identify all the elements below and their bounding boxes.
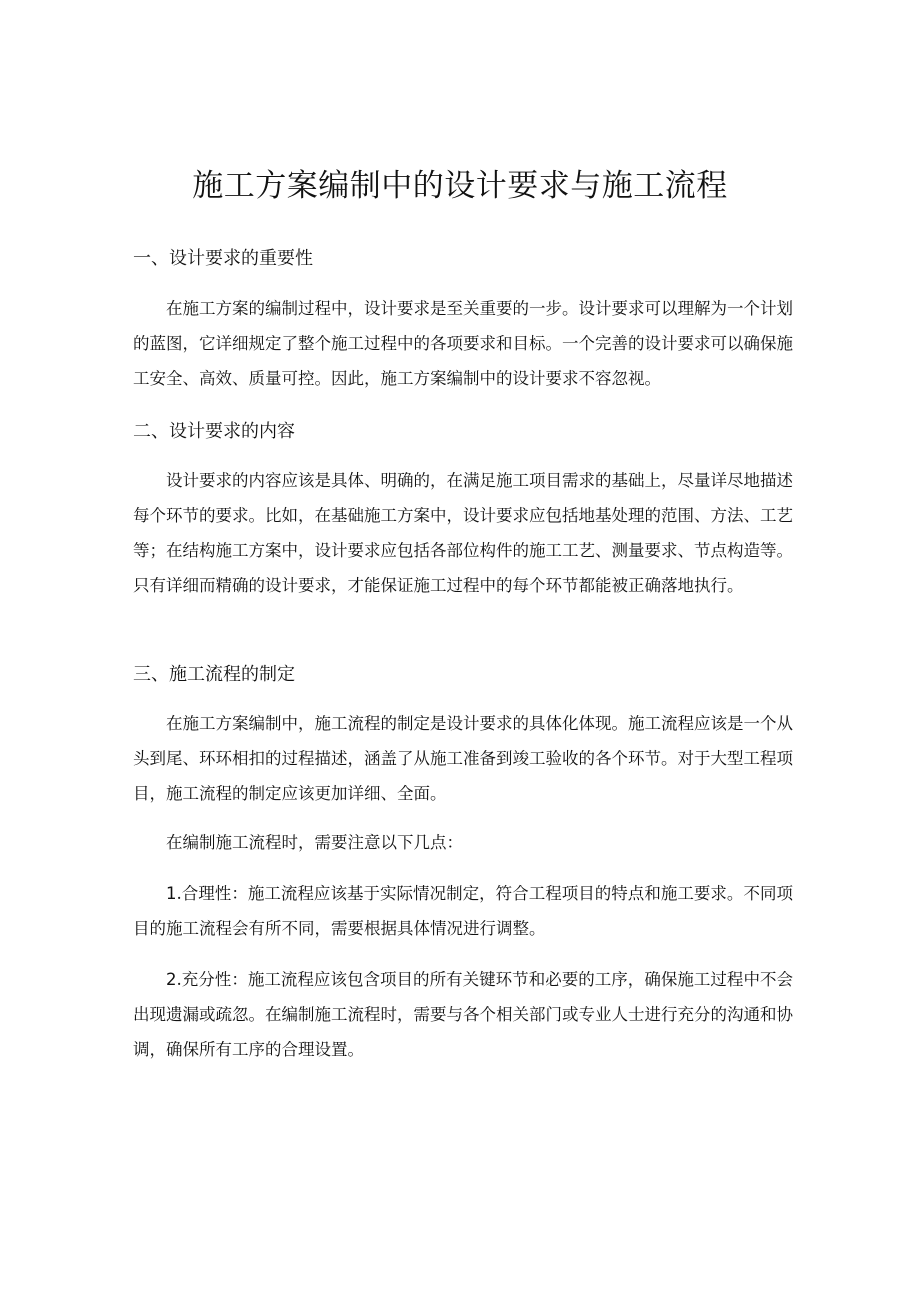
list-item-text: .合理性：施工流程应该基于实际情况制定，符合工程项目的特点和施工要求。不同项目的施工流程会有所不同，需要根据具体情况进行调整。	[133, 884, 793, 938]
section-heading-process: 三、施工流程的制定	[133, 664, 295, 685]
document-title: 施工方案编制中的设计要求与施工流程	[192, 168, 728, 204]
section-heading-importance: 一、设计要求的重要性	[133, 248, 313, 269]
section-paragraph-importance: 在施工方案的编制过程中，设计要求是至关重要的一步。设计要求可以理解为一个计划的蓝图，它详细规定了整个施工过程中的各项要求和目标。一个完善的设计要求可以确保施工安全、高效、质量可控。因此，施工方案编制中的设计要求不容忽视。	[133, 299, 793, 388]
list-item-sufficiency	[133, 962, 793, 1067]
section-heading-content: 二、设计要求的内容	[133, 421, 295, 442]
section-paragraph-content: 设计要求的内容应该是具体、明确的，在满足施工项目需求的基础上，尽量详尽地描述每个环节的要求。比如，在基础施工方案中，设计要求应包括地基处理的范围、方法、工艺等；在结构施工方案中，设计要求应包括各部位构件的施工工艺、测量要求、节点构造等。只有详细而精确的设计要求，才能保证施工过程中的每个环节都能被正确落地执行。	[133, 471, 793, 595]
section-paragraph-notes-intro: 在编制施工流程时，需要注意以下几点：	[166, 833, 463, 852]
section-paragraph-process: 在施工方案编制中，施工流程的制定是设计要求的具体化体现。施工流程应该是一个从头到尾、环环相扣的过程描述，涵盖了从施工准备到竣工验收的各个环节。对于大型工程项目，施工流程的制定应该更加详细、全面。	[133, 714, 793, 803]
list-item-number: 2	[166, 970, 177, 989]
list-item-number: 1	[166, 884, 177, 903]
list-item-text: .充分性：施工流程应该包含项目的所有关键环节和必要的工序，确保施工过程中不会出现遗漏或疏忽。在编制施工流程时，需要与各个相关部门或专业人士进行充分的沟通和协调，确保所有工序的合理设置。	[133, 970, 793, 1059]
list-item-rationality	[133, 876, 793, 946]
